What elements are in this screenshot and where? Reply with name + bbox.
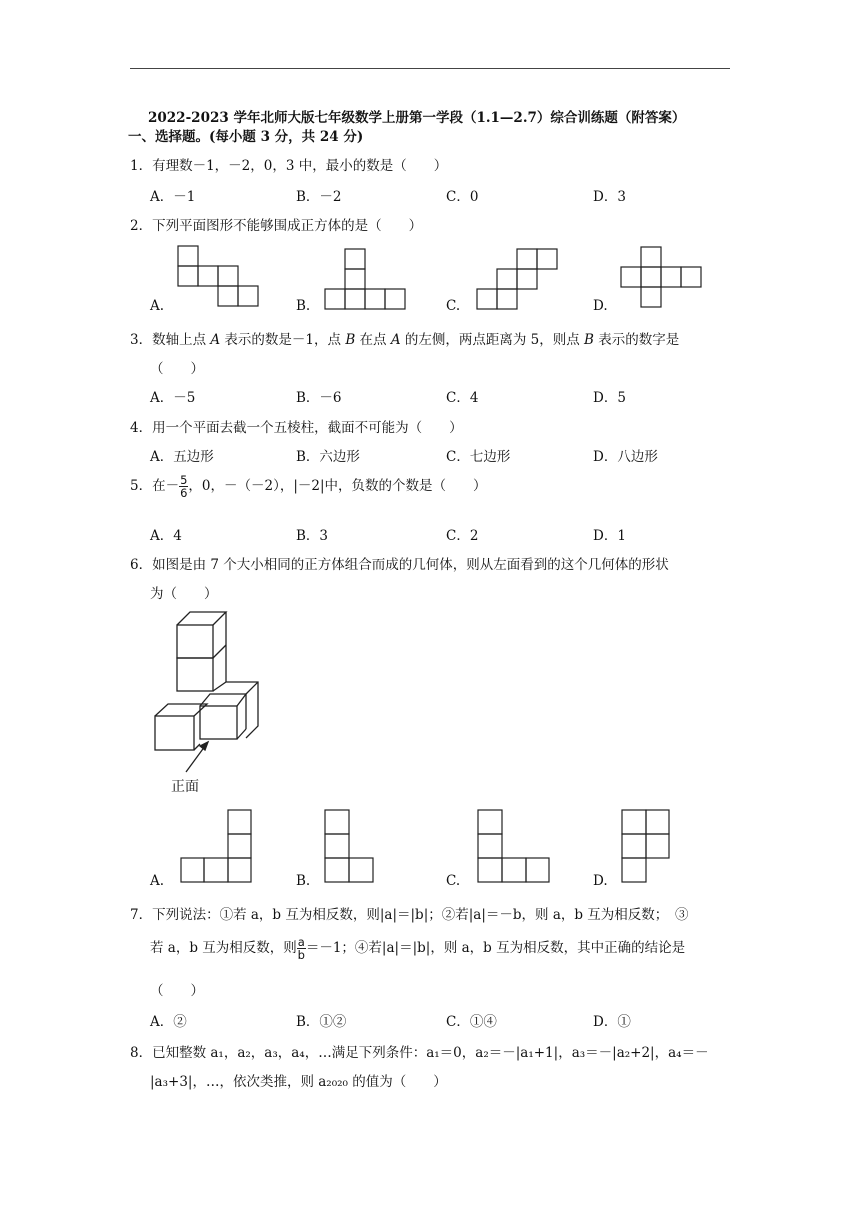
q6-figure-d	[622, 810, 669, 882]
q2-option-c: C.	[446, 298, 461, 314]
question-6-stem-line2: 为（ ）	[150, 586, 218, 602]
q2-option-a: A.	[150, 298, 165, 314]
q2-option-b: B.	[296, 298, 311, 314]
q4-option-a: A．五边形	[150, 449, 214, 465]
question-1-stem: 1．有理数－1，－2，0，3 中，最小的数是（ ）	[130, 158, 448, 174]
q4-option-b: B．六边形	[296, 449, 360, 465]
q5-option-c: C．2	[446, 528, 479, 544]
question-8-line2: |a₃+3|，…，依次类推，则 a₂₀₂₀ 的值为（ ）	[150, 1074, 447, 1090]
q6-option-b: B.	[296, 873, 311, 889]
question-5-stem: 5．在－ $\frac{5}{6}$ ，0，－（－2），|－2|中，负数的个数是（ ）	[130, 473, 487, 500]
q7-option-b: B．①②	[296, 1014, 347, 1030]
q7-option-d: D．①	[593, 1014, 631, 1030]
q5-option-d: D．1	[593, 528, 626, 544]
q6-option-a: A.	[150, 873, 165, 889]
q6-option-c: C.	[446, 873, 461, 889]
q7-fraction: $\frac{a}{b}$	[297, 935, 305, 962]
question-3-stem: 3．数轴上点 A 表示的数是－1，点 B 在点 A 的左侧，两点距离为 5，则点 B 表示的数字是	[130, 332, 680, 348]
question-7-line3: （ ）	[150, 983, 204, 999]
q4-option-c: C．七边形	[446, 449, 511, 465]
question-2-stem: 2．下列平面图形不能够围成正方体的是（ ）	[130, 218, 423, 234]
document-title: 2022-2023 学年北师大版七年级数学上册第一学段（1.1—2.7）综合训练题（附答案）	[148, 110, 686, 126]
question-7-line1: 7．下列说法：①若 a，b 互为相反数，则|a|＝|b|；②若|a|＝－b，则 a，b 互为相反数； ③	[130, 907, 689, 923]
q1-option-c: C．0	[446, 189, 479, 205]
q4-option-d: D．八边形	[593, 449, 658, 465]
question-8-line1: 8．已知整数 a₁，a₂，a₃，a₄，…满足下列条件：a₁＝0，a₂＝－|a₁+1|，a₃＝－|a₂+2|，a₄＝－	[130, 1045, 709, 1061]
section-heading: 一、选择题。(每小题 3 分，共 24 分)	[128, 129, 364, 145]
q7-option-a: A．②	[150, 1014, 187, 1030]
q3-option-d: D．5	[593, 390, 626, 406]
q7-option-c: C．①④	[446, 1014, 497, 1030]
q6-figure-b	[325, 810, 373, 882]
q6-figure-a	[181, 810, 251, 882]
q6-figure-c	[478, 810, 549, 882]
q1-option-a: A．－1	[150, 189, 196, 205]
q3-option-b: B．－6	[296, 390, 342, 406]
q1-option-b: B．－2	[296, 189, 342, 205]
q5-option-a: A．4	[150, 528, 182, 544]
q3-option-a: A．－5	[150, 390, 196, 406]
q2-option-d: D.	[593, 298, 608, 314]
question-3-stem-line2: （ ）	[150, 361, 204, 377]
q1-option-d: D．3	[593, 189, 626, 205]
question-4-stem: 4．用一个平面去截一个五棱柱，截面不可能为（ ）	[130, 420, 463, 436]
q3-option-c: C．4	[446, 390, 479, 406]
q5-fraction: $\frac{5}{6}$	[180, 473, 188, 500]
q5-option-b: B．3	[296, 528, 329, 544]
question-7-line2: 若 a，b 互为相反数，则 $\frac{a}{b}$ ＝－1；④若|a|＝|b|，则 a，b 互为相反数，其中正确的结论是	[150, 935, 686, 962]
question-6-stem: 6．如图是由 7 个大小相同的正方体组合而成的几何体，则从左面看到的这个几何体的形状	[130, 557, 669, 573]
front-view-label: 正面	[171, 779, 199, 795]
q6-option-d: D.	[593, 873, 608, 889]
